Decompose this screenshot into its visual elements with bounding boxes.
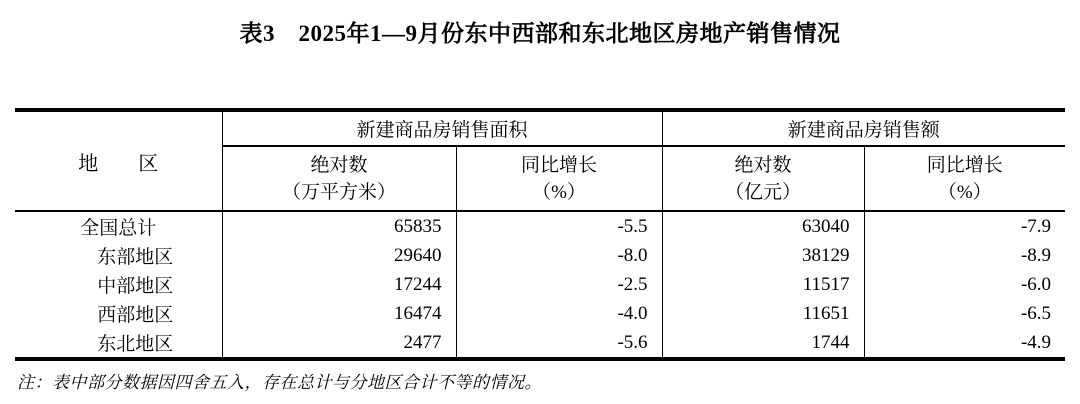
area-abs-cell: 2477 [222, 328, 456, 359]
area-abs-cell: 29640 [222, 241, 456, 270]
data-table [15, 108, 1065, 361]
amount-abs-cell: 63040 [662, 211, 864, 241]
region-cell: 东北地区 [15, 328, 222, 359]
amount-abs-cell: 11517 [662, 270, 864, 299]
subheader-area-yoy [456, 146, 662, 211]
footnote: 注：表中部分数据因四舍五入，存在总计与分地区合计不等的情况。 [17, 373, 542, 392]
amount-abs-cell: 38129 [662, 241, 864, 270]
area-unit-label: （万平方米） [281, 181, 396, 203]
table-row-central [15, 270, 1065, 299]
amount-abs-cell: 1744 [662, 328, 864, 359]
amount-yoy-cell: -6.5 [1020, 302, 1052, 324]
amount-yoy-cell: -7.9 [1020, 215, 1052, 237]
yoy-unit-label: （%） [532, 181, 586, 203]
page-title: 表3 2025年1—9月份东中西部和东北地区房地产销售情况 [239, 21, 841, 46]
area-yoy-cell: -5.5 [456, 211, 662, 241]
area-abs-cell: 65835 [222, 211, 456, 241]
amount-yoy-cell: -6.0 [1020, 273, 1052, 295]
yoy-label: 同比增长 [926, 154, 1003, 176]
region-cell: 中部地区 [15, 270, 222, 299]
table-row-national-total [15, 211, 1065, 241]
group-header-sales-area: 新建商品房销售面积 [222, 110, 662, 146]
group-header-row [15, 110, 1065, 146]
region-cell: 西部地区 [15, 299, 222, 328]
abs-label: 绝对数 [310, 154, 368, 176]
amount-unit-label: （亿元） [725, 181, 802, 203]
area-yoy-cell: -4.0 [456, 299, 662, 328]
group-header-sales-amount: 新建商品房销售额 [662, 110, 1065, 146]
area-abs-cell: 17244 [222, 270, 456, 299]
table-row-east [15, 241, 1065, 270]
area-yoy-cell: -8.0 [456, 241, 662, 270]
region-column-header: 地 区 [15, 110, 222, 211]
abs-label: 绝对数 [734, 154, 792, 176]
amount-yoy-cell: -4.9 [1020, 331, 1052, 353]
area-yoy-cell: -2.5 [456, 270, 662, 299]
region-cell: 东部地区 [15, 241, 222, 270]
amount-abs-cell: 11651 [662, 299, 864, 328]
amount-yoy-cell: -8.9 [1020, 244, 1052, 266]
subheader-amount-yoy [864, 146, 1065, 211]
regional-sales-table [15, 108, 1065, 361]
area-yoy-cell: -5.6 [456, 328, 662, 359]
yoy-label: 同比增长 [521, 154, 598, 176]
area-abs-cell: 16474 [222, 299, 456, 328]
region-cell: 全国总计 [15, 211, 222, 241]
yoy-unit-label: （%） [937, 181, 992, 203]
table-row-west [15, 299, 1065, 328]
subheader-amount-abs [662, 146, 864, 211]
subheader-area-abs [222, 146, 456, 211]
table-row-northeast [15, 328, 1065, 359]
